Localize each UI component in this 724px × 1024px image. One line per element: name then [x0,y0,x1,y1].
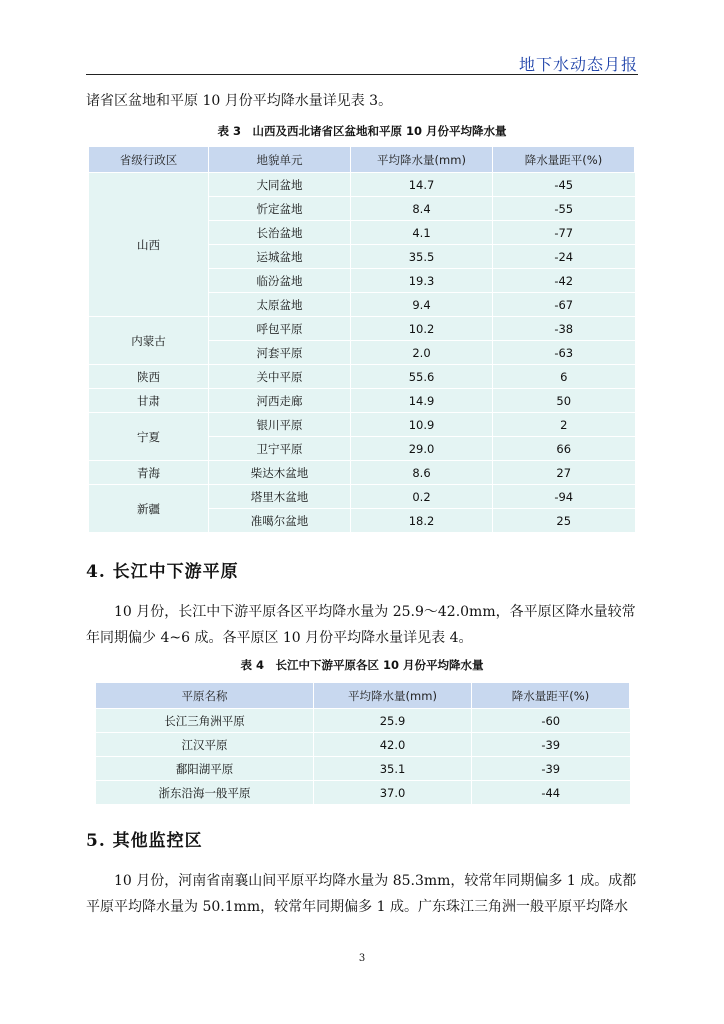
anomaly-cell: -77 [493,221,635,245]
page-number: 3 [358,953,366,964]
plain-name-cell: 江汉平原 [96,733,314,757]
page-header-title: 地下水动态月报 [518,55,638,74]
anomaly-cell: -44 [472,781,630,805]
province-cell: 宁夏 [89,413,209,461]
section4-heading: 4. 长江中下游平原 [86,562,239,582]
anomaly-cell: 25 [493,509,635,533]
precip-cell: 8.4 [351,197,493,221]
table4-caption: 表 4 长江中下游平原各区 10 月份平均降水量 [240,658,484,672]
table-row [96,757,630,781]
anomaly-cell: 6 [493,365,635,389]
province-cell: 山西 [89,173,209,317]
table-row [96,709,630,733]
table4 [95,682,630,805]
table-row [89,173,635,197]
anomaly-cell: -39 [472,733,630,757]
anomaly-cell: 50 [493,389,635,413]
unit-cell: 长治盆地 [209,221,351,245]
anomaly-cell: -45 [493,173,635,197]
anomaly-cell: -38 [493,317,635,341]
precip-cell: 4.1 [351,221,493,245]
precip-cell: 14.9 [351,389,493,413]
unit-cell: 河西走廊 [209,389,351,413]
unit-cell: 塔里木盆地 [209,485,351,509]
precip-cell: 10.9 [351,413,493,437]
precip-cell: 42.0 [314,733,472,757]
precip-cell: 0.2 [351,485,493,509]
section5-paragraph: 10 月份，河南省南襄山间平原平均降水量为 85.3mm，较常年同期偏多 1 成。成都平原平均降水量为 50.1mm，较常年同期偏多 1 成。广东珠江三角洲一般平原平均降水 [86,873,637,915]
unit-cell: 准噶尔盆地 [209,509,351,533]
unit-cell: 运城盆地 [209,245,351,269]
province-cell: 青海 [89,461,209,485]
precip-cell: 2.0 [351,341,493,365]
table-row [89,485,635,509]
table3-header-anomaly: 降水量距平(%) [493,147,635,173]
province-cell: 甘肃 [89,389,209,413]
intro-paragraph: 诸省区盆地和平原 10 月份平均降水量详见表 3。 [86,93,393,109]
precip-cell: 29.0 [351,437,493,461]
table4-header-name: 平原名称 [96,683,314,709]
precip-cell: 35.5 [351,245,493,269]
unit-cell: 临汾盆地 [209,269,351,293]
table-row [89,317,635,341]
anomaly-cell: -60 [472,709,630,733]
table-row [89,413,635,437]
anomaly-cell: 66 [493,437,635,461]
unit-cell: 大同盆地 [209,173,351,197]
precip-cell: 37.0 [314,781,472,805]
anomaly-cell: 27 [493,461,635,485]
table3-header-province: 省级行政区 [89,147,209,173]
table3 [88,146,635,533]
precip-cell: 10.2 [351,317,493,341]
precip-cell: 18.2 [351,509,493,533]
precip-cell: 55.6 [351,365,493,389]
table-row [96,781,630,805]
unit-cell: 卫宁平原 [209,437,351,461]
unit-cell: 柴达木盆地 [209,461,351,485]
unit-cell: 忻定盆地 [209,197,351,221]
precip-cell: 35.1 [314,757,472,781]
table3-header-unit: 地貌单元 [209,147,351,173]
anomaly-cell: -67 [493,293,635,317]
province-cell: 内蒙古 [89,317,209,365]
section4-paragraph: 10 月份，长江中下游平原各区平均降水量为 25.9～42.0mm，各平原区降水量较常年同期偏少 4~6 成。各平原区 10 月份平均降水量详见表 4。 [86,604,636,646]
table-row [89,365,635,389]
anomaly-cell: 2 [493,413,635,437]
table3-caption: 表 3 山西及西北诸省区盆地和平原 10 月份平均降水量 [217,124,507,138]
anomaly-cell: -24 [493,245,635,269]
table3-header-precip: 平均降水量(mm) [351,147,493,173]
unit-cell: 关中平原 [209,365,351,389]
province-cell: 陕西 [89,365,209,389]
header-rule [86,74,638,75]
section5-heading: 5. 其他监控区 [86,831,203,851]
anomaly-cell: -55 [493,197,635,221]
anomaly-cell: -39 [472,757,630,781]
unit-cell: 河套平原 [209,341,351,365]
plain-name-cell: 长江三角洲平原 [96,709,314,733]
table4-header-anomaly: 降水量距平(%) [472,683,630,709]
anomaly-cell: -94 [493,485,635,509]
unit-cell: 呼包平原 [209,317,351,341]
table-row [89,461,635,485]
precip-cell: 9.4 [351,293,493,317]
precip-cell: 25.9 [314,709,472,733]
table-row [89,389,635,413]
anomaly-cell: -42 [493,269,635,293]
table-row [96,733,630,757]
precip-cell: 19.3 [351,269,493,293]
precip-cell: 8.6 [351,461,493,485]
unit-cell: 银川平原 [209,413,351,437]
table4-header-precip: 平均降水量(mm) [314,683,472,709]
plain-name-cell: 浙东沿海一般平原 [96,781,314,805]
unit-cell: 太原盆地 [209,293,351,317]
precip-cell: 14.7 [351,173,493,197]
province-cell: 新疆 [89,485,209,533]
plain-name-cell: 鄱阳湖平原 [96,757,314,781]
anomaly-cell: -63 [493,341,635,365]
